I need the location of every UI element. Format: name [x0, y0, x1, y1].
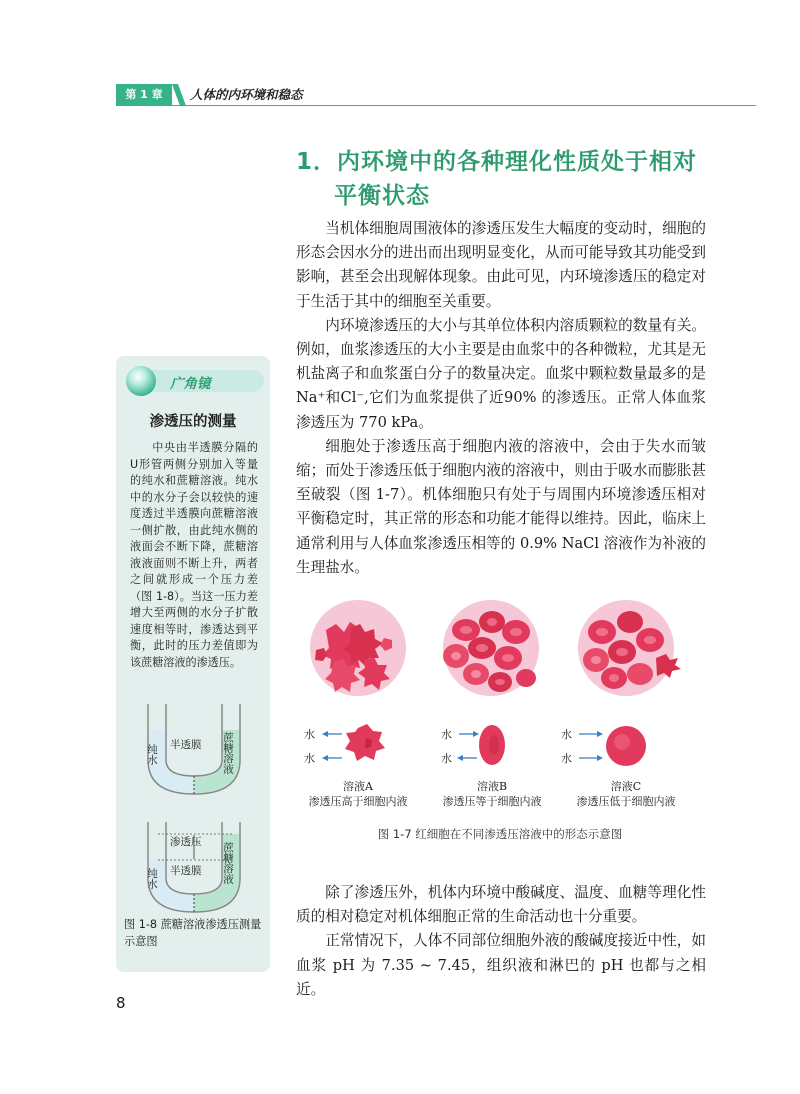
cell-b-normal [479, 725, 505, 765]
chapter-title: 人体的内环境和稳态 [190, 87, 303, 102]
figure-1-7-red-blood-cells [296, 600, 696, 850]
utube-bottom-pressure-label: 渗透压 [170, 836, 202, 848]
paragraph: 内环境渗透压的大小与其单位体积内溶质颗粒的数量有关。例如，血浆渗透压的大小主要是由血浆中的各种微粒，尤其是无机盐离子和血浆蛋白分子的数量决定。血浆中颗粒数量最多的是Na⁺和Cl⁻,它们为血浆提供了近90% 的渗透压。正常人体血浆渗透压为 770 kPa。 [296, 316, 706, 431]
paragraph: 正常情况下，人体不同部位细胞外液的酸碱度接近中性，如血浆 pH 为 7.35 ~ 7.45，组织液和淋巴的 pH 也都与之相近。 [296, 932, 706, 998]
solution-a-label: 溶液A [343, 780, 373, 793]
solution-b-label: 溶液B [476, 780, 508, 793]
paragraph: 除了渗透压外，机体内环境中酸碱度、温度、血糖等理化性质的相对稳定对机体细胞正常的生命活动也十分重要。 [296, 884, 706, 926]
sidebar-box [116, 356, 270, 972]
body-paragraphs-bottom [296, 881, 706, 1002]
utube-bottom-middle-label: 半透膜 [170, 865, 202, 877]
sidebar-tag-label: 广角镜 [170, 376, 211, 392]
utube-top-middle-label: 半透膜 [170, 739, 202, 751]
water-label: 水 [441, 728, 452, 741]
sidebar-tag [122, 366, 264, 396]
chapter-header [116, 84, 756, 106]
solution-c-label: 溶液C [610, 780, 642, 793]
utube-top-right-label: 蔗糖溶液 [222, 732, 234, 774]
figure-1-7-caption: 图 1-7 红细胞在不同渗透压溶液中的形态示意图 [377, 827, 623, 841]
sidebar-title: 渗透压的测量 [149, 414, 237, 430]
water-label: 水 [441, 752, 452, 765]
header-divider-slash [172, 84, 186, 106]
utube-bottom-left-label: 纯水 [146, 868, 158, 889]
sidebar-body: 中央由半透膜分隔的U形管两侧分别加入等量的纯水和蔗糖溶液。纯水中的水分子会以较快的速度透过半透膜向蔗糖溶液一侧扩散，由此纯水侧的液面会不断下降，蔗糖溶液液面则不断上升，两者之间就形成一个压力差（图 1-8）。当这一压力差增大至两侧的水分子扩散速度相等时，渗透达到平衡，此时的压力差值即为该蔗糖溶液的渗透压。 [130, 441, 258, 669]
page-number: 8 [116, 994, 126, 1012]
section-title-line1: 1．内环境中的各种理化性质处于相对 [296, 149, 698, 175]
paragraph: 细胞处于渗透压高于细胞内液的溶液中，会由于失水而皱缩；而处于渗透压低于细胞内液的溶液中，则由于吸水而膨胀甚至破裂（图 1-7）。机体细胞只有处于与周围内环境渗透压相对平衡稳定时，其正常的形态和功能才能得以维持。因此，临床上通常利用与人体血浆渗透压相等的 0.9% NaCl 溶液作为补液的生理盐水。 [296, 437, 706, 576]
paragraph: 当机体细胞周围液体的渗透压发生大幅度的变动时，细胞的形态会因水分的进出而出现明显变化，从而可能导致其功能受到影响，甚至会出现解体现象。由此可见，内环境渗透压的稳定对于生活于其中的细胞至关重要。 [296, 220, 706, 310]
water-label: 水 [304, 752, 315, 765]
cell-disc-b [443, 600, 539, 696]
water-label: 水 [561, 752, 572, 765]
solution-c-description: 渗透压低于细胞内液 [576, 795, 676, 808]
figure-1-8-u-tube [144, 702, 244, 916]
cell-disc-a [310, 600, 406, 696]
cell-c-swollen [606, 726, 646, 766]
utube-bottom-right-label: 蔗糖溶液 [222, 842, 234, 884]
cell-a-shrunken [345, 724, 385, 761]
section-title [296, 145, 716, 213]
body-paragraphs-top [296, 217, 706, 580]
figure-1-8-caption: 图 1-8 蔗糖溶液渗透压测量示意图 [124, 918, 262, 948]
solution-a-description: 渗透压高于细胞内液 [308, 795, 408, 808]
solution-b-description: 渗透压等于细胞内液 [442, 795, 542, 808]
water-label: 水 [561, 728, 572, 741]
header-rule [172, 105, 756, 106]
water-label: 水 [304, 728, 315, 741]
chapter-label: 第 1 章 [116, 84, 172, 106]
cell-disc-c [578, 600, 681, 696]
section-title-line2: 平衡状态 [334, 183, 430, 209]
globe-icon [126, 366, 156, 396]
utube-top-left-label: 纯水 [146, 744, 158, 765]
